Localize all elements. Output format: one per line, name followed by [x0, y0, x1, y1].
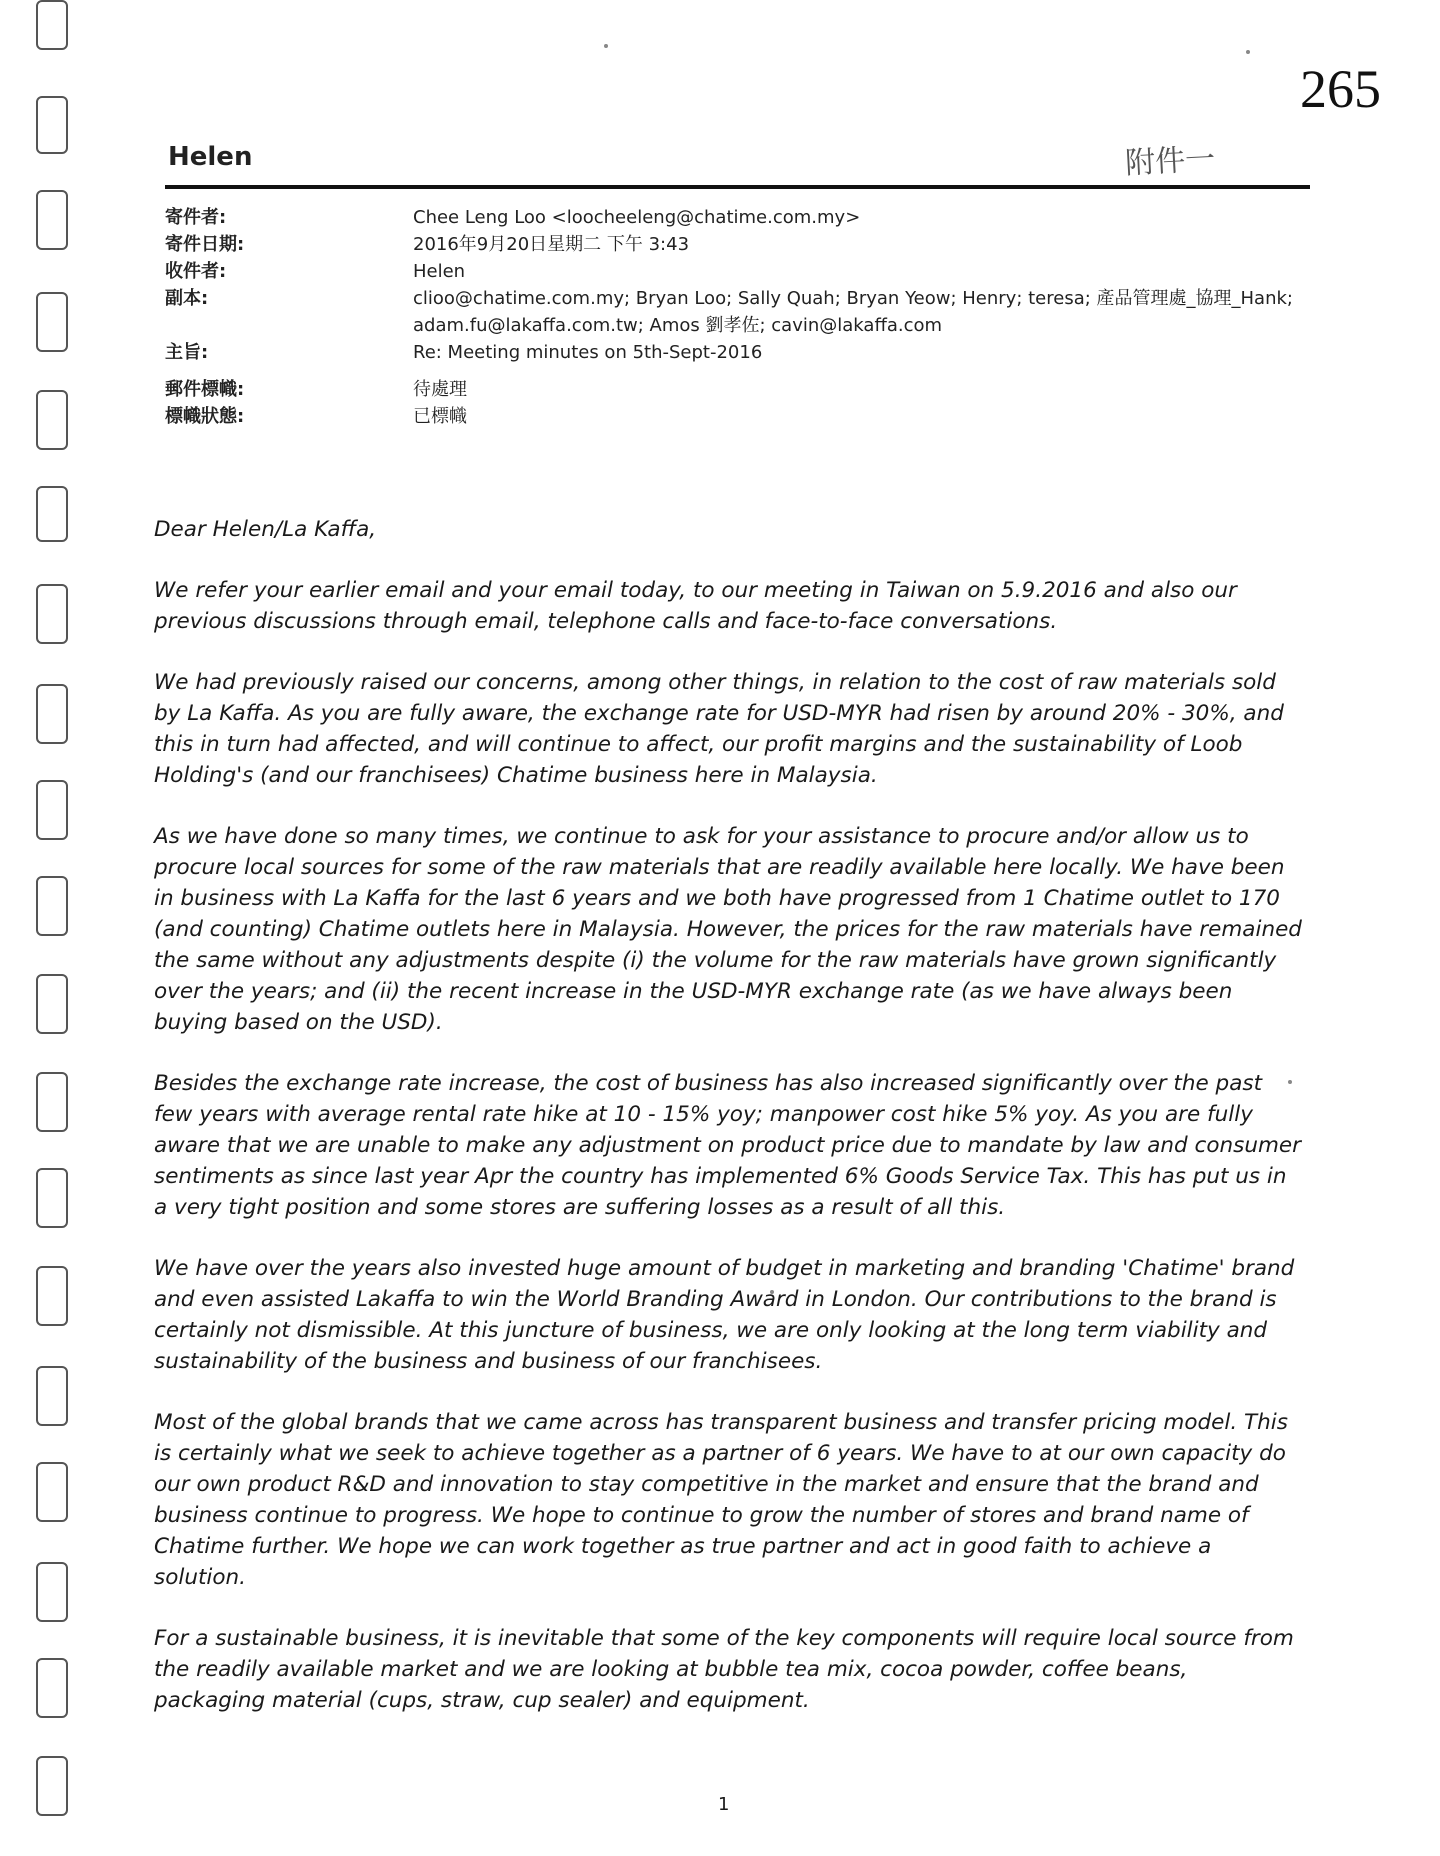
binder-mark: [36, 584, 68, 644]
cc-label: 副本:: [165, 288, 209, 309]
page-number: 265: [1300, 59, 1381, 119]
binder-mark: [36, 292, 68, 352]
subject-label: 主旨:: [165, 342, 209, 363]
to-label: 收件者:: [165, 261, 227, 282]
subject-value: Re: Meeting minutes on 5th-Sept-2016: [413, 342, 763, 363]
paragraph-5: We have over the years also invested huge amount of budget in marketing and branding 'Chatime' brand and even assisted Lakaffa to win the World Branding Award in London. Our contributions to the brand is certainly not dismissible. At this juncture of business, we are only looking at the long term viability and sustainability of the business and business of our franchisees.: [154, 1256, 1295, 1374]
cc-line-1: clioo@chatime.com.my; Bryan Loo; Sally Quah; Bryan Yeow; Henry; teresa; 產品管理處_協理_Hank;: [413, 288, 1293, 309]
binder-mark: [36, 486, 68, 542]
scan-speck: [1246, 50, 1250, 54]
from-value: Chee Leng Loo <loocheeleng@chatime.com.my>: [413, 207, 861, 228]
paragraph-6: Most of the global brands that we came across has transparent business and transfer pricing model. This is certainly what we seek to achieve together as a partner of 6 years. We have to at our own capacity do our own product R&D and innovation to stay competitive in the market and ensure that the brand and business continue to progress. We hope to continue to grow the number of stores and brand name of Chatime further. We hope we can work together as true partner and act in good faith to achieve a solution.: [154, 1410, 1288, 1590]
binder-mark: [36, 390, 68, 450]
paragraph-2: We had previously raised our concerns, among other things, in relation to the cost of raw materials sold by La Kaffa. As you are fully aware, the exchange rate for USD-MYR had risen by around 20% - 30%, and this in turn had affected, and will continue to affect, our profit margins and the sustainability of Loob Holding's (and our franchisees) Chatime business here in Malaysia.: [154, 670, 1284, 788]
binder-mark: [36, 1266, 68, 1326]
cc-line-2: adam.fu@lakaffa.com.tw; Amos 劉孝佐; cavin@lakaffa.com: [413, 315, 943, 336]
scan-speck: [604, 44, 608, 48]
binder-mark: [36, 0, 68, 50]
flag-status-value: 已標幟: [413, 406, 467, 427]
flag-status-row: [165, 403, 1325, 430]
header-rule: [165, 185, 1310, 189]
sender-name: Helen: [168, 142, 253, 172]
date-row: [165, 231, 1325, 258]
binder-mark: [36, 780, 68, 840]
flag-value: 待處理: [413, 379, 467, 400]
to-row: [165, 258, 1325, 285]
flag-label: 郵件標幟:: [165, 379, 245, 400]
email-header: [165, 204, 1325, 430]
handwritten-annotation: 附件一: [1124, 141, 1217, 182]
flag-row: [165, 376, 1325, 403]
binder-mark: [36, 1462, 68, 1522]
binder-mark: [36, 684, 68, 744]
footer-page-number: 1: [718, 1794, 730, 1815]
cc-value: [413, 285, 1325, 339]
binder-mark: [36, 1562, 68, 1622]
email-body: [154, 514, 1304, 1746]
to-value: Helen: [413, 261, 466, 282]
greeting: Dear Helen/La Kaffa,: [154, 517, 377, 542]
date-value: 2016年9月20日星期二 下午 3:43: [413, 234, 690, 255]
binder-mark: [36, 1168, 68, 1228]
paragraph-1: We refer your earlier email and your email today, to our meeting in Taiwan on 5.9.2016 and also our previous discussions through email, telephone calls and face-to-face conversations.: [154, 578, 1237, 634]
binder-mark: [36, 1366, 68, 1426]
binder-mark: [36, 1756, 68, 1816]
binder-mark: [36, 974, 68, 1034]
paragraph-4: Besides the exchange rate increase, the cost of business has also increased significantly over the past few years with average rental rate hike at 10 - 15% yoy; manpower cost hike 5% yoy. As you are fully aware that we are unable to make any adjustment on product price due to mandate by law and consumer sentiments as since last year Apr the country has implemented 6% Goods Service Tax. This has put us in a very tight position and some stores are suffering losses as a result of all this.: [154, 1071, 1301, 1220]
binder-mark: [36, 876, 68, 936]
binder-mark: [36, 1072, 68, 1132]
from-label: 寄件者:: [165, 207, 227, 228]
cc-row: [165, 285, 1325, 339]
binder-mark: [36, 96, 68, 154]
subject-row: [165, 339, 1325, 366]
binder-mark: [36, 190, 68, 250]
date-label: 寄件日期:: [165, 234, 245, 255]
binder-mark: [36, 1658, 68, 1718]
flag-status-label: 標幟狀態:: [165, 406, 245, 427]
from-row: [165, 204, 1325, 231]
paragraph-3: As we have done so many times, we continue to ask for your assistance to procure and/or allow us to procure local sources for some of the raw materials that are readily available here locally. We have been in business with La Kaffa for the last 6 years and we both have progressed from 1 Chatime outlet to 170 (and counting) Chatime outlets here in Malaysia. However, the prices for the raw materials have remained the same without any adjustments despite (i) the volume for the raw materials have grown significantly over the years; and (ii) the recent increase in the USD-MYR exchange rate (as we have always been buying based on the USD).: [154, 824, 1302, 1035]
paragraph-7: For a sustainable business, it is inevitable that some of the key components will require local source from the readily available market and we are looking at bubble tea mix, cocoa powder, coffee beans, packaging material (cups, straw, cup sealer) and equipment.: [154, 1626, 1294, 1713]
